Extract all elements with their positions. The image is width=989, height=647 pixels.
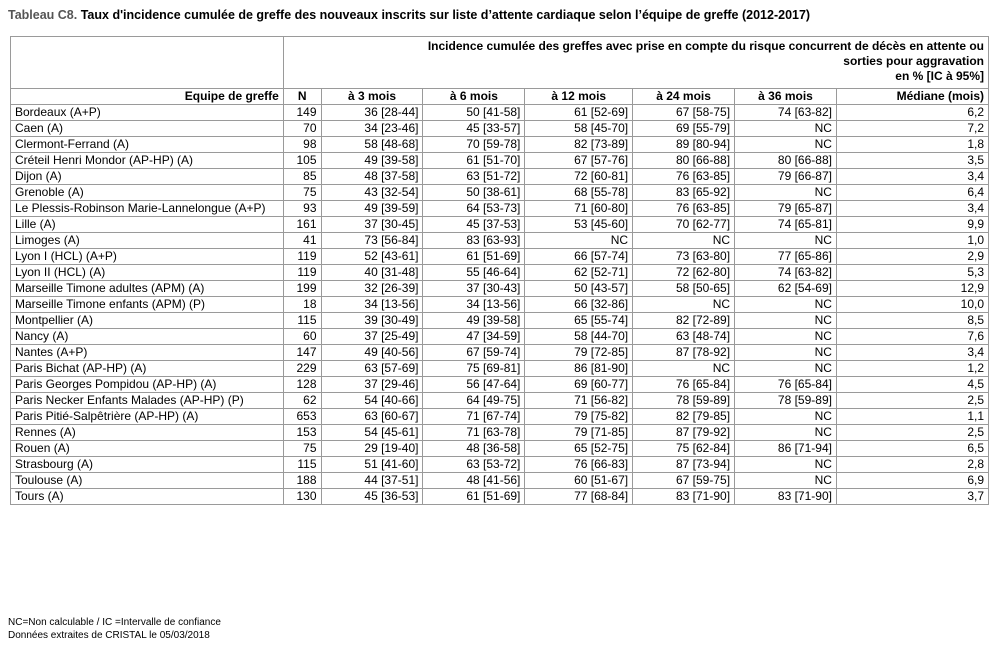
incidence-3m-cell: 45 [36-53] (321, 489, 423, 505)
median-cell: 1,2 (836, 361, 988, 377)
incidence-36m-cell: NC (735, 313, 837, 329)
median-cell: 3,5 (836, 153, 988, 169)
incidence-12m-cell: 65 [55-74] (525, 313, 633, 329)
incidence-6m-cell: 50 [38-61] (423, 185, 525, 201)
incidence-24m-cell: 80 [66-88] (633, 153, 735, 169)
incidence-6m-cell: 48 [41-56] (423, 473, 525, 489)
incidence-12m-cell: 66 [57-74] (525, 249, 633, 265)
table-row (11, 233, 989, 249)
incidence-24m-cell: 87 [79-92] (633, 425, 735, 441)
median-cell: 4,5 (836, 377, 988, 393)
table-row (11, 457, 989, 473)
incidence-24m-cell: 69 [55-79] (633, 121, 735, 137)
table-row (11, 313, 989, 329)
incidence-36m-cell: NC (735, 457, 837, 473)
incidence-6m-cell: 45 [33-57] (423, 121, 525, 137)
incidence-12m-cell: 50 [43-57] (525, 281, 633, 297)
table-row (11, 345, 989, 361)
incidence-36m-cell: 80 [66-88] (735, 153, 837, 169)
incidence-24m-cell: 63 [48-74] (633, 329, 735, 345)
incidence-3m-cell: 49 [39-59] (321, 201, 423, 217)
incidence-6m-cell: 71 [63-78] (423, 425, 525, 441)
incidence-3m-cell: 32 [26-39] (321, 281, 423, 297)
incidence-36m-cell: NC (735, 425, 837, 441)
table-row (11, 137, 989, 153)
team-cell: Nantes (A+P) (11, 345, 284, 361)
table-row (11, 473, 989, 489)
n-cell: 75 (283, 185, 321, 201)
incidence-24m-cell: 76 [63-85] (633, 201, 735, 217)
median-cell: 5,3 (836, 265, 988, 281)
incidence-6m-cell: 63 [53-72] (423, 457, 525, 473)
incidence-3m-cell: 49 [39-58] (321, 153, 423, 169)
median-cell: 1,0 (836, 233, 988, 249)
team-cell: Dijon (A) (11, 169, 284, 185)
median-cell: 12,9 (836, 281, 988, 297)
table-row (11, 377, 989, 393)
incidence-6m-cell: 61 [51-69] (423, 489, 525, 505)
team-cell: Créteil Henri Mondor (AP-HP) (A) (11, 153, 284, 169)
n-cell: 128 (283, 377, 321, 393)
median-cell: 6,5 (836, 441, 988, 457)
incidence-6m-cell: 67 [59-74] (423, 345, 525, 361)
incidence-36m-cell: NC (735, 121, 837, 137)
incidence-6m-cell: 48 [36-58] (423, 441, 525, 457)
team-cell: Paris Georges Pompidou (AP-HP) (A) (11, 377, 284, 393)
incidence-12m-cell: 76 [66-83] (525, 457, 633, 473)
incidence-36m-cell: 77 [65-86] (735, 249, 837, 265)
table-row (11, 425, 989, 441)
n-cell: 60 (283, 329, 321, 345)
incidence-6m-cell: 63 [51-72] (423, 169, 525, 185)
table-row (11, 281, 989, 297)
table-row (11, 185, 989, 201)
incidence-24m-cell: 78 [59-89] (633, 393, 735, 409)
incidence-36m-cell: 83 [71-90] (735, 489, 837, 505)
incidence-3m-cell: 54 [40-66] (321, 393, 423, 409)
table-row (11, 121, 989, 137)
incidence-12m-cell: 71 [56-82] (525, 393, 633, 409)
header-median: Médiane (mois) (836, 89, 988, 105)
incidence-24m-cell: 87 [78-92] (633, 345, 735, 361)
incidence-36m-cell: NC (735, 185, 837, 201)
n-cell: 161 (283, 217, 321, 233)
incidence-12m-cell: 79 [71-85] (525, 425, 633, 441)
incidence-24m-cell: 72 [62-80] (633, 265, 735, 281)
incidence-24m-cell: NC (633, 361, 735, 377)
n-cell: 70 (283, 121, 321, 137)
median-cell: 2,5 (836, 393, 988, 409)
incidence-36m-cell: NC (735, 409, 837, 425)
median-cell: 3,4 (836, 345, 988, 361)
median-cell: 3,7 (836, 489, 988, 505)
incidence-36m-cell: 79 [66-87] (735, 169, 837, 185)
median-cell: 7,6 (836, 329, 988, 345)
n-cell: 105 (283, 153, 321, 169)
table-row (11, 297, 989, 313)
incidence-24m-cell: 76 [65-84] (633, 377, 735, 393)
team-cell: Clermont-Ferrand (A) (11, 137, 284, 153)
incidence-12m-cell: 82 [73-89] (525, 137, 633, 153)
incidence-24m-cell: 76 [63-85] (633, 169, 735, 185)
incidence-6m-cell: 47 [34-59] (423, 329, 525, 345)
table-row (11, 489, 989, 505)
table-caption: Taux d'incidence cumulée de greffe des nouveaux inscrits sur liste d’attente cardiaque selon l’équipe de greffe (2012-2017) (80, 8, 811, 22)
n-cell: 41 (283, 233, 321, 249)
incidence-6m-cell: 50 [41-58] (423, 105, 525, 121)
incidence-3m-cell: 29 [19-40] (321, 441, 423, 457)
incidence-12m-cell: 86 [81-90] (525, 361, 633, 377)
incidence-36m-cell: NC (735, 137, 837, 153)
incidence-6m-cell: 70 [59-78] (423, 137, 525, 153)
header-team: Equipe de greffe (11, 89, 284, 105)
median-cell: 2,8 (836, 457, 988, 473)
table-row (11, 249, 989, 265)
team-cell: Grenoble (A) (11, 185, 284, 201)
median-cell: 1,8 (836, 137, 988, 153)
incidence-12m-cell: 68 [55-78] (525, 185, 633, 201)
incidence-36m-cell: NC (735, 233, 837, 249)
table-row (11, 361, 989, 377)
table-row (11, 217, 989, 233)
incidence-3m-cell: 73 [56-84] (321, 233, 423, 249)
median-cell: 8,5 (836, 313, 988, 329)
incidence-12m-cell: 58 [45-70] (525, 121, 633, 137)
incidence-6m-cell: 37 [30-43] (423, 281, 525, 297)
team-cell: Montpellier (A) (11, 313, 284, 329)
incidence-12m-cell: 79 [72-85] (525, 345, 633, 361)
n-cell: 188 (283, 473, 321, 489)
incidence-6m-cell: 64 [53-73] (423, 201, 525, 217)
incidence-36m-cell: NC (735, 345, 837, 361)
incidence-12m-cell: 72 [60-81] (525, 169, 633, 185)
incidence-24m-cell: 58 [50-65] (633, 281, 735, 297)
incidence-3m-cell: 58 [48-68] (321, 137, 423, 153)
incidence-3m-cell: 37 [30-45] (321, 217, 423, 233)
incidence-24m-cell: 67 [59-75] (633, 473, 735, 489)
incidence-3m-cell: 37 [29-46] (321, 377, 423, 393)
incidence-24m-cell: 67 [58-75] (633, 105, 735, 121)
header-n: N (283, 89, 321, 105)
median-cell: 3,4 (836, 201, 988, 217)
n-cell: 149 (283, 105, 321, 121)
footnote-source: Données extraites de CRISTAL le 05/03/2018 (8, 630, 210, 641)
table-row (11, 169, 989, 185)
team-cell: Paris Bichat (AP-HP) (A) (11, 361, 284, 377)
median-cell: 9,9 (836, 217, 988, 233)
incidence-36m-cell: 76 [65-84] (735, 377, 837, 393)
team-cell: Rennes (A) (11, 425, 284, 441)
n-cell: 62 (283, 393, 321, 409)
header-12-months: à 12 mois (525, 89, 633, 105)
incidence-3m-cell: 52 [43-61] (321, 249, 423, 265)
incidence-12m-cell: 65 [52-75] (525, 441, 633, 457)
incidence-36m-cell: 62 [54-69] (735, 281, 837, 297)
incidence-24m-cell: NC (633, 233, 735, 249)
incidence-36m-cell: NC (735, 297, 837, 313)
group-header (283, 37, 988, 89)
table-row (11, 105, 989, 121)
incidence-36m-cell: NC (735, 361, 837, 377)
incidence-24m-cell: 89 [80-94] (633, 137, 735, 153)
incidence-24m-cell: 83 [71-90] (633, 489, 735, 505)
group-header-line3: en % [IC à 95%] (895, 69, 984, 83)
incidence-3m-cell: 36 [28-44] (321, 105, 423, 121)
incidence-3m-cell: 54 [45-61] (321, 425, 423, 441)
incidence-36m-cell: 74 [65-81] (735, 217, 837, 233)
incidence-12m-cell: 61 [52-69] (525, 105, 633, 121)
incidence-6m-cell: 34 [13-56] (423, 297, 525, 313)
incidence-24m-cell: 70 [62-77] (633, 217, 735, 233)
n-cell: 130 (283, 489, 321, 505)
incidence-6m-cell: 61 [51-69] (423, 249, 525, 265)
median-cell: 10,0 (836, 297, 988, 313)
team-cell: Bordeaux (A+P) (11, 105, 284, 121)
incidence-36m-cell: 74 [63-82] (735, 265, 837, 281)
team-cell: Lyon II (HCL) (A) (11, 265, 284, 281)
team-cell: Rouen (A) (11, 441, 284, 457)
header-3-months: à 3 mois (321, 89, 423, 105)
team-cell: Paris Pitié-Salpêtrière (AP-HP) (A) (11, 409, 284, 425)
median-cell: 7,2 (836, 121, 988, 137)
incidence-12m-cell: 77 [68-84] (525, 489, 633, 505)
team-cell: Marseille Timone enfants (APM) (P) (11, 297, 284, 313)
median-cell: 6,4 (836, 185, 988, 201)
n-cell: 653 (283, 409, 321, 425)
n-cell: 93 (283, 201, 321, 217)
n-cell: 75 (283, 441, 321, 457)
n-cell: 119 (283, 265, 321, 281)
team-cell: Paris Necker Enfants Malades (AP-HP) (P) (11, 393, 284, 409)
incidence-36m-cell: NC (735, 329, 837, 345)
header-empty-cell (11, 37, 284, 89)
table-row (11, 201, 989, 217)
incidence-3m-cell: 48 [37-58] (321, 169, 423, 185)
incidence-12m-cell: 71 [60-80] (525, 201, 633, 217)
incidence-12m-cell: 58 [44-70] (525, 329, 633, 345)
incidence-3m-cell: 39 [30-49] (321, 313, 423, 329)
incidence-6m-cell: 55 [46-64] (423, 265, 525, 281)
column-header-row (11, 89, 989, 105)
incidence-24m-cell: 75 [62-84] (633, 441, 735, 457)
incidence-3m-cell: 49 [40-56] (321, 345, 423, 361)
team-cell: Toulouse (A) (11, 473, 284, 489)
incidence-6m-cell: 45 [37-53] (423, 217, 525, 233)
n-cell: 153 (283, 425, 321, 441)
n-cell: 85 (283, 169, 321, 185)
header-6-months: à 6 mois (423, 89, 525, 105)
team-cell: Strasbourg (A) (11, 457, 284, 473)
incidence-6m-cell: 56 [47-64] (423, 377, 525, 393)
incidence-24m-cell: 82 [72-89] (633, 313, 735, 329)
group-header-line2: sorties pour aggravation (843, 54, 984, 68)
incidence-6m-cell: 64 [49-75] (423, 393, 525, 409)
median-cell: 6,2 (836, 105, 988, 121)
incidence-36m-cell: 79 [65-87] (735, 201, 837, 217)
incidence-3m-cell: 63 [57-69] (321, 361, 423, 377)
incidence-6m-cell: 75 [69-81] (423, 361, 525, 377)
incidence-12m-cell: 67 [57-76] (525, 153, 633, 169)
incidence-6m-cell: 71 [67-74] (423, 409, 525, 425)
median-cell: 3,4 (836, 169, 988, 185)
n-cell: 229 (283, 361, 321, 377)
incidence-24m-cell: NC (633, 297, 735, 313)
incidence-3m-cell: 63 [60-67] (321, 409, 423, 425)
table-title (8, 8, 810, 22)
incidence-12m-cell: 53 [45-60] (525, 217, 633, 233)
n-cell: 115 (283, 457, 321, 473)
incidence-3m-cell: 40 [31-48] (321, 265, 423, 281)
team-cell: Limoges (A) (11, 233, 284, 249)
incidence-12m-cell: 62 [52-71] (525, 265, 633, 281)
n-cell: 199 (283, 281, 321, 297)
incidence-24m-cell: 82 [79-85] (633, 409, 735, 425)
incidence-12m-cell: 79 [75-82] (525, 409, 633, 425)
table-number: Tableau C8. (8, 8, 78, 22)
team-cell: Marseille Timone adultes (APM) (A) (11, 281, 284, 297)
incidence-36m-cell: 74 [63-82] (735, 105, 837, 121)
n-cell: 119 (283, 249, 321, 265)
footnote-abbreviations: NC=Non calculable / IC =Intervalle de confiance (8, 617, 221, 628)
incidence-3m-cell: 37 [25-49] (321, 329, 423, 345)
footnotes (8, 616, 221, 642)
incidence-6m-cell: 83 [63-93] (423, 233, 525, 249)
incidence-24m-cell: 83 [65-92] (633, 185, 735, 201)
incidence-6m-cell: 61 [51-70] (423, 153, 525, 169)
team-cell: Le Plessis-Robinson Marie-Lannelongue (A+P) (11, 201, 284, 217)
incidence-3m-cell: 34 [23-46] (321, 121, 423, 137)
team-cell: Lyon I (HCL) (A+P) (11, 249, 284, 265)
team-cell: Nancy (A) (11, 329, 284, 345)
median-cell: 2,5 (836, 425, 988, 441)
n-cell: 147 (283, 345, 321, 361)
group-header-line1: Incidence cumulée des greffes avec prise en compte du risque concurrent de décès en attente ou (427, 39, 984, 53)
incidence-3m-cell: 43 [32-54] (321, 185, 423, 201)
header-24-months: à 24 mois (633, 89, 735, 105)
table-body (11, 105, 989, 505)
header-36-months: à 36 mois (735, 89, 837, 105)
n-cell: 98 (283, 137, 321, 153)
incidence-24m-cell: 87 [73-94] (633, 457, 735, 473)
incidence-36m-cell: 86 [71-94] (735, 441, 837, 457)
incidence-3m-cell: 51 [41-60] (321, 457, 423, 473)
table-row (11, 441, 989, 457)
table-row (11, 153, 989, 169)
incidence-36m-cell: NC (735, 473, 837, 489)
table-row (11, 393, 989, 409)
incidence-12m-cell: NC (525, 233, 633, 249)
team-cell: Lille (A) (11, 217, 284, 233)
n-cell: 18 (283, 297, 321, 313)
team-cell: Caen (A) (11, 121, 284, 137)
incidence-3m-cell: 44 [37-51] (321, 473, 423, 489)
incidence-24m-cell: 73 [63-80] (633, 249, 735, 265)
n-cell: 115 (283, 313, 321, 329)
team-cell: Tours (A) (11, 489, 284, 505)
table-row (11, 329, 989, 345)
incidence-table (10, 36, 989, 505)
table-row (11, 265, 989, 281)
incidence-12m-cell: 69 [60-77] (525, 377, 633, 393)
incidence-36m-cell: 78 [59-89] (735, 393, 837, 409)
median-cell: 2,9 (836, 249, 988, 265)
median-cell: 1,1 (836, 409, 988, 425)
table-row (11, 409, 989, 425)
incidence-3m-cell: 34 [13-56] (321, 297, 423, 313)
incidence-6m-cell: 49 [39-58] (423, 313, 525, 329)
incidence-12m-cell: 60 [51-67] (525, 473, 633, 489)
incidence-12m-cell: 66 [32-86] (525, 297, 633, 313)
median-cell: 6,9 (836, 473, 988, 489)
